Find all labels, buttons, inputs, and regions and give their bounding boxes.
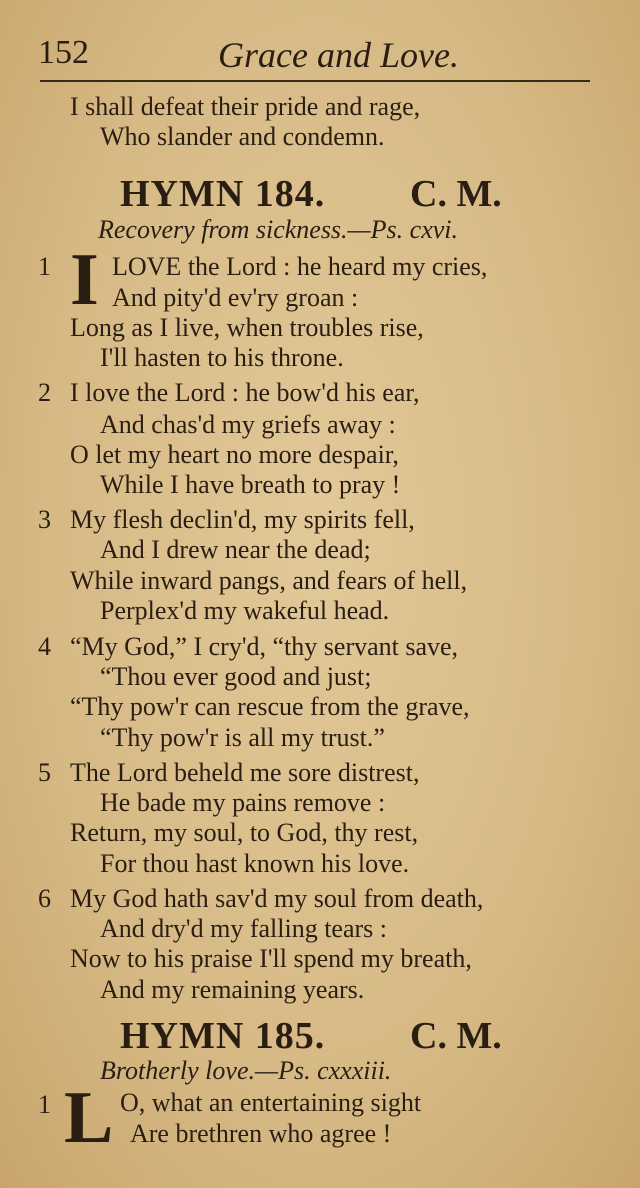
hymn-184-title: HYMN 184. <box>120 173 326 215</box>
verse-line: The Lord beheld me sore distrest, <box>70 758 420 787</box>
verse-line: And chas'd my griefs away : <box>100 410 396 439</box>
verse-line: I love the Lord : he bow'd his ear, <box>70 378 420 407</box>
stanza-number: 1 <box>38 1090 51 1119</box>
verse-line: Long as I live, when troubles rise, <box>70 313 424 342</box>
verse-line: For thou hast known his love. <box>100 849 410 878</box>
verse-line: I'll hasten to his throne. <box>100 343 344 372</box>
hymn-185-title: HYMN 185. <box>120 1015 326 1057</box>
hymn-185-subtitle: Brotherly love.—Ps. cxxxiii. <box>100 1056 392 1085</box>
drop-cap: I <box>70 239 99 321</box>
hymn-184-subtitle: Recovery from sickness.—Ps. cxvi. <box>98 215 459 244</box>
opening-line-2: Who slander and condemn. <box>100 122 385 151</box>
verse-line: My flesh declin'd, my spirits fell, <box>70 505 415 534</box>
verse-line: O, what an entertaining sight <box>120 1088 422 1117</box>
verse-line: Perplex'd my wakeful head. <box>100 596 390 625</box>
verse-line: “My God,” I cry'd, “thy servant save, <box>70 632 459 661</box>
verse-line: And dry'd my falling tears : <box>100 914 388 943</box>
verse-line: Are brethren who agree ! <box>130 1119 392 1148</box>
verse-line: “Thy pow'r is all my trust.” <box>100 723 385 752</box>
running-head: Grace and Love. <box>218 35 459 75</box>
stanza-number: 3 <box>38 505 51 534</box>
stanza-number: 4 <box>38 632 51 661</box>
stanza-number: 6 <box>38 884 51 913</box>
verse-line: Now to his praise I'll spend my breath, <box>70 944 472 973</box>
page-number: 152 <box>38 34 89 71</box>
verse-line: O let my heart no more despair, <box>70 440 399 469</box>
drop-cap: L <box>64 1077 114 1159</box>
stanza-number: 2 <box>38 378 51 407</box>
verse-line: And my remaining years. <box>100 975 365 1004</box>
hymn-185-meter: C. M. <box>410 1015 502 1057</box>
hymn-184-meter: C. M. <box>410 173 502 215</box>
verse-line: While I have breath to pray ! <box>100 470 401 499</box>
opening-line-1: I shall defeat their pride and rage, <box>70 92 421 121</box>
verse-line: My God hath sav'd my soul from death, <box>70 884 484 913</box>
verse-line: “Thou ever good and just; <box>100 662 372 691</box>
verse-line: And pity'd ev'ry groan : <box>112 283 359 312</box>
stanza-number: 1 <box>38 252 51 281</box>
header-rule <box>40 80 590 82</box>
verse-line: LOVE the Lord : he heard my cries, <box>112 252 488 281</box>
page-header <box>38 34 598 78</box>
verse-line: He bade my pains remove : <box>100 788 386 817</box>
stanza-number: 5 <box>38 758 51 787</box>
verse-line: “Thy pow'r can rescue from the grave, <box>70 692 470 721</box>
verse-line: And I drew near the dead; <box>100 535 371 564</box>
verse-line: Return, my soul, to God, thy rest, <box>70 818 419 847</box>
verse-line: While inward pangs, and fears of hell, <box>70 566 468 595</box>
